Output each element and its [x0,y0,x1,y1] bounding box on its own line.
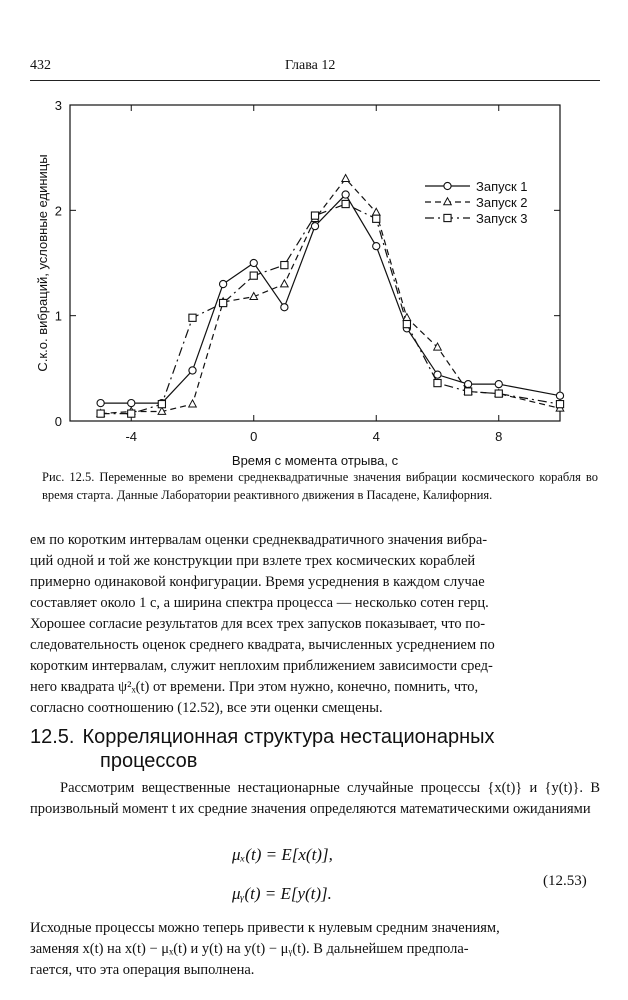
y-tick-label: 3 [54,98,62,113]
paragraph-2: Рассмотрим вещественные нестационарные случайные процессы {x(t)} и {y(t)}. В произвольный момент t их средние значения определяются математическими ожиданиями [30,780,600,817]
chapter-title: Глава 12 [285,58,336,73]
paragraph-1-line: примерно одинаковой конфигурации. Время усреднения в каждом случае [30,574,485,590]
data-point [556,401,563,408]
section-number: 12.5. [30,726,75,748]
data-point [465,388,472,395]
data-point [189,367,196,374]
data-point [250,259,257,266]
x-axis-label: Время с момента отрыва, с [231,453,399,468]
data-point [158,401,165,408]
paragraph-1-line: него квадрата ψ²ₓ(t) от времени. При этом нужно, конечно, помнить, что, [30,679,479,695]
data-point [189,314,196,321]
legend-label: Запуск 1 [476,179,528,194]
vibration-chart [0,88,628,468]
paragraph-3-line: заменяя x(t) на x(t) − μₓ(t) и y(t) на y(t) − μᵧ(t). В дальнейшем предпола- [30,941,469,957]
data-point [250,272,257,279]
section-title-line1: Корреляционная структура нестационарных [82,726,495,748]
y-tick-label: 0 [54,414,62,429]
y-tick-label: 1 [54,308,62,324]
paragraph-1 [30,530,600,719]
data-point [220,280,227,287]
plot-frame [70,105,560,421]
data-point [128,399,135,406]
data-point [495,381,502,388]
page-number: 432 [30,58,51,73]
data-point [189,400,197,407]
data-point [281,262,288,269]
equation-mean-y: μᵧ(t) = E[y(t)]. [232,884,332,903]
data-point [342,175,350,182]
legend-marker [444,182,451,189]
data-point [373,243,380,250]
data-point [434,379,441,386]
equation-mean-x: μₓ(t) = E[x(t)], [232,845,333,864]
data-point [373,215,380,222]
legend-marker [444,214,451,221]
equation-number: (12.53) [543,873,587,889]
x-tick-label: 4 [372,429,380,444]
paragraph-1-line: составляет около 1 с, а ширина спектра процесса — несколько сотен герц. [30,595,489,611]
x-tick-label: 0 [250,429,258,444]
data-point [97,410,104,417]
data-point [495,390,502,397]
data-point [97,399,104,406]
y-axis-label: С.к.о. вибраций, условные единицы [35,154,50,372]
data-point [128,410,135,417]
header-rule [30,80,600,81]
data-point [372,208,380,215]
x-tick-label: 8 [495,429,503,444]
paragraph-1-line: ем по коротким интервалам оценки среднеквадратичного значения вибра- [30,532,488,548]
figure-caption: Рис. 12.5. Переменные во времени среднеквадратичные значения вибрации космического корабля во время старта. Данные Лаборатории реактивного движения в Пасадене, Калифорния. [42,470,598,502]
data-point [220,299,227,306]
legend-label: Запуск 2 [476,195,528,210]
data-point [556,392,563,399]
section-heading [30,725,590,773]
paragraph-3-line: Исходные процессы можно теперь привести к нулевым средним значениям, [30,920,500,936]
series-line [101,204,560,414]
data-point [434,343,442,350]
paragraph-1-line: коротким интервалам, служит неплохим приближением зависимости сред- [30,658,493,674]
paragraph-1-line: Хорошее согласие результатов для всех трех запусков показывает, что по- [30,616,486,632]
section-title-line2: процессов [100,750,198,772]
data-point [311,212,318,219]
data-point [403,320,410,327]
y-tick-label: 2 [54,203,62,219]
paragraph-3 [30,918,600,981]
page-header [30,58,600,80]
data-point [281,280,289,287]
data-point [281,304,288,311]
data-point [342,200,349,207]
x-tick-label: -4 [125,429,138,444]
legend-label: Запуск 3 [476,211,528,226]
paragraph-1-line: ций одной и той же конструкции при взлете трех космических кораблей [30,553,476,569]
data-point [342,191,349,198]
paragraph-3-line: гается, что эта операция выполнена. [30,962,255,978]
paragraph-1-line: следовательность оценок среднего квадрата, вычисленных усреднением по [30,637,495,653]
paragraph-1-line: согласно соотношению (12.52), все эти оценки смещены. [30,700,383,716]
legend-marker [444,198,452,205]
